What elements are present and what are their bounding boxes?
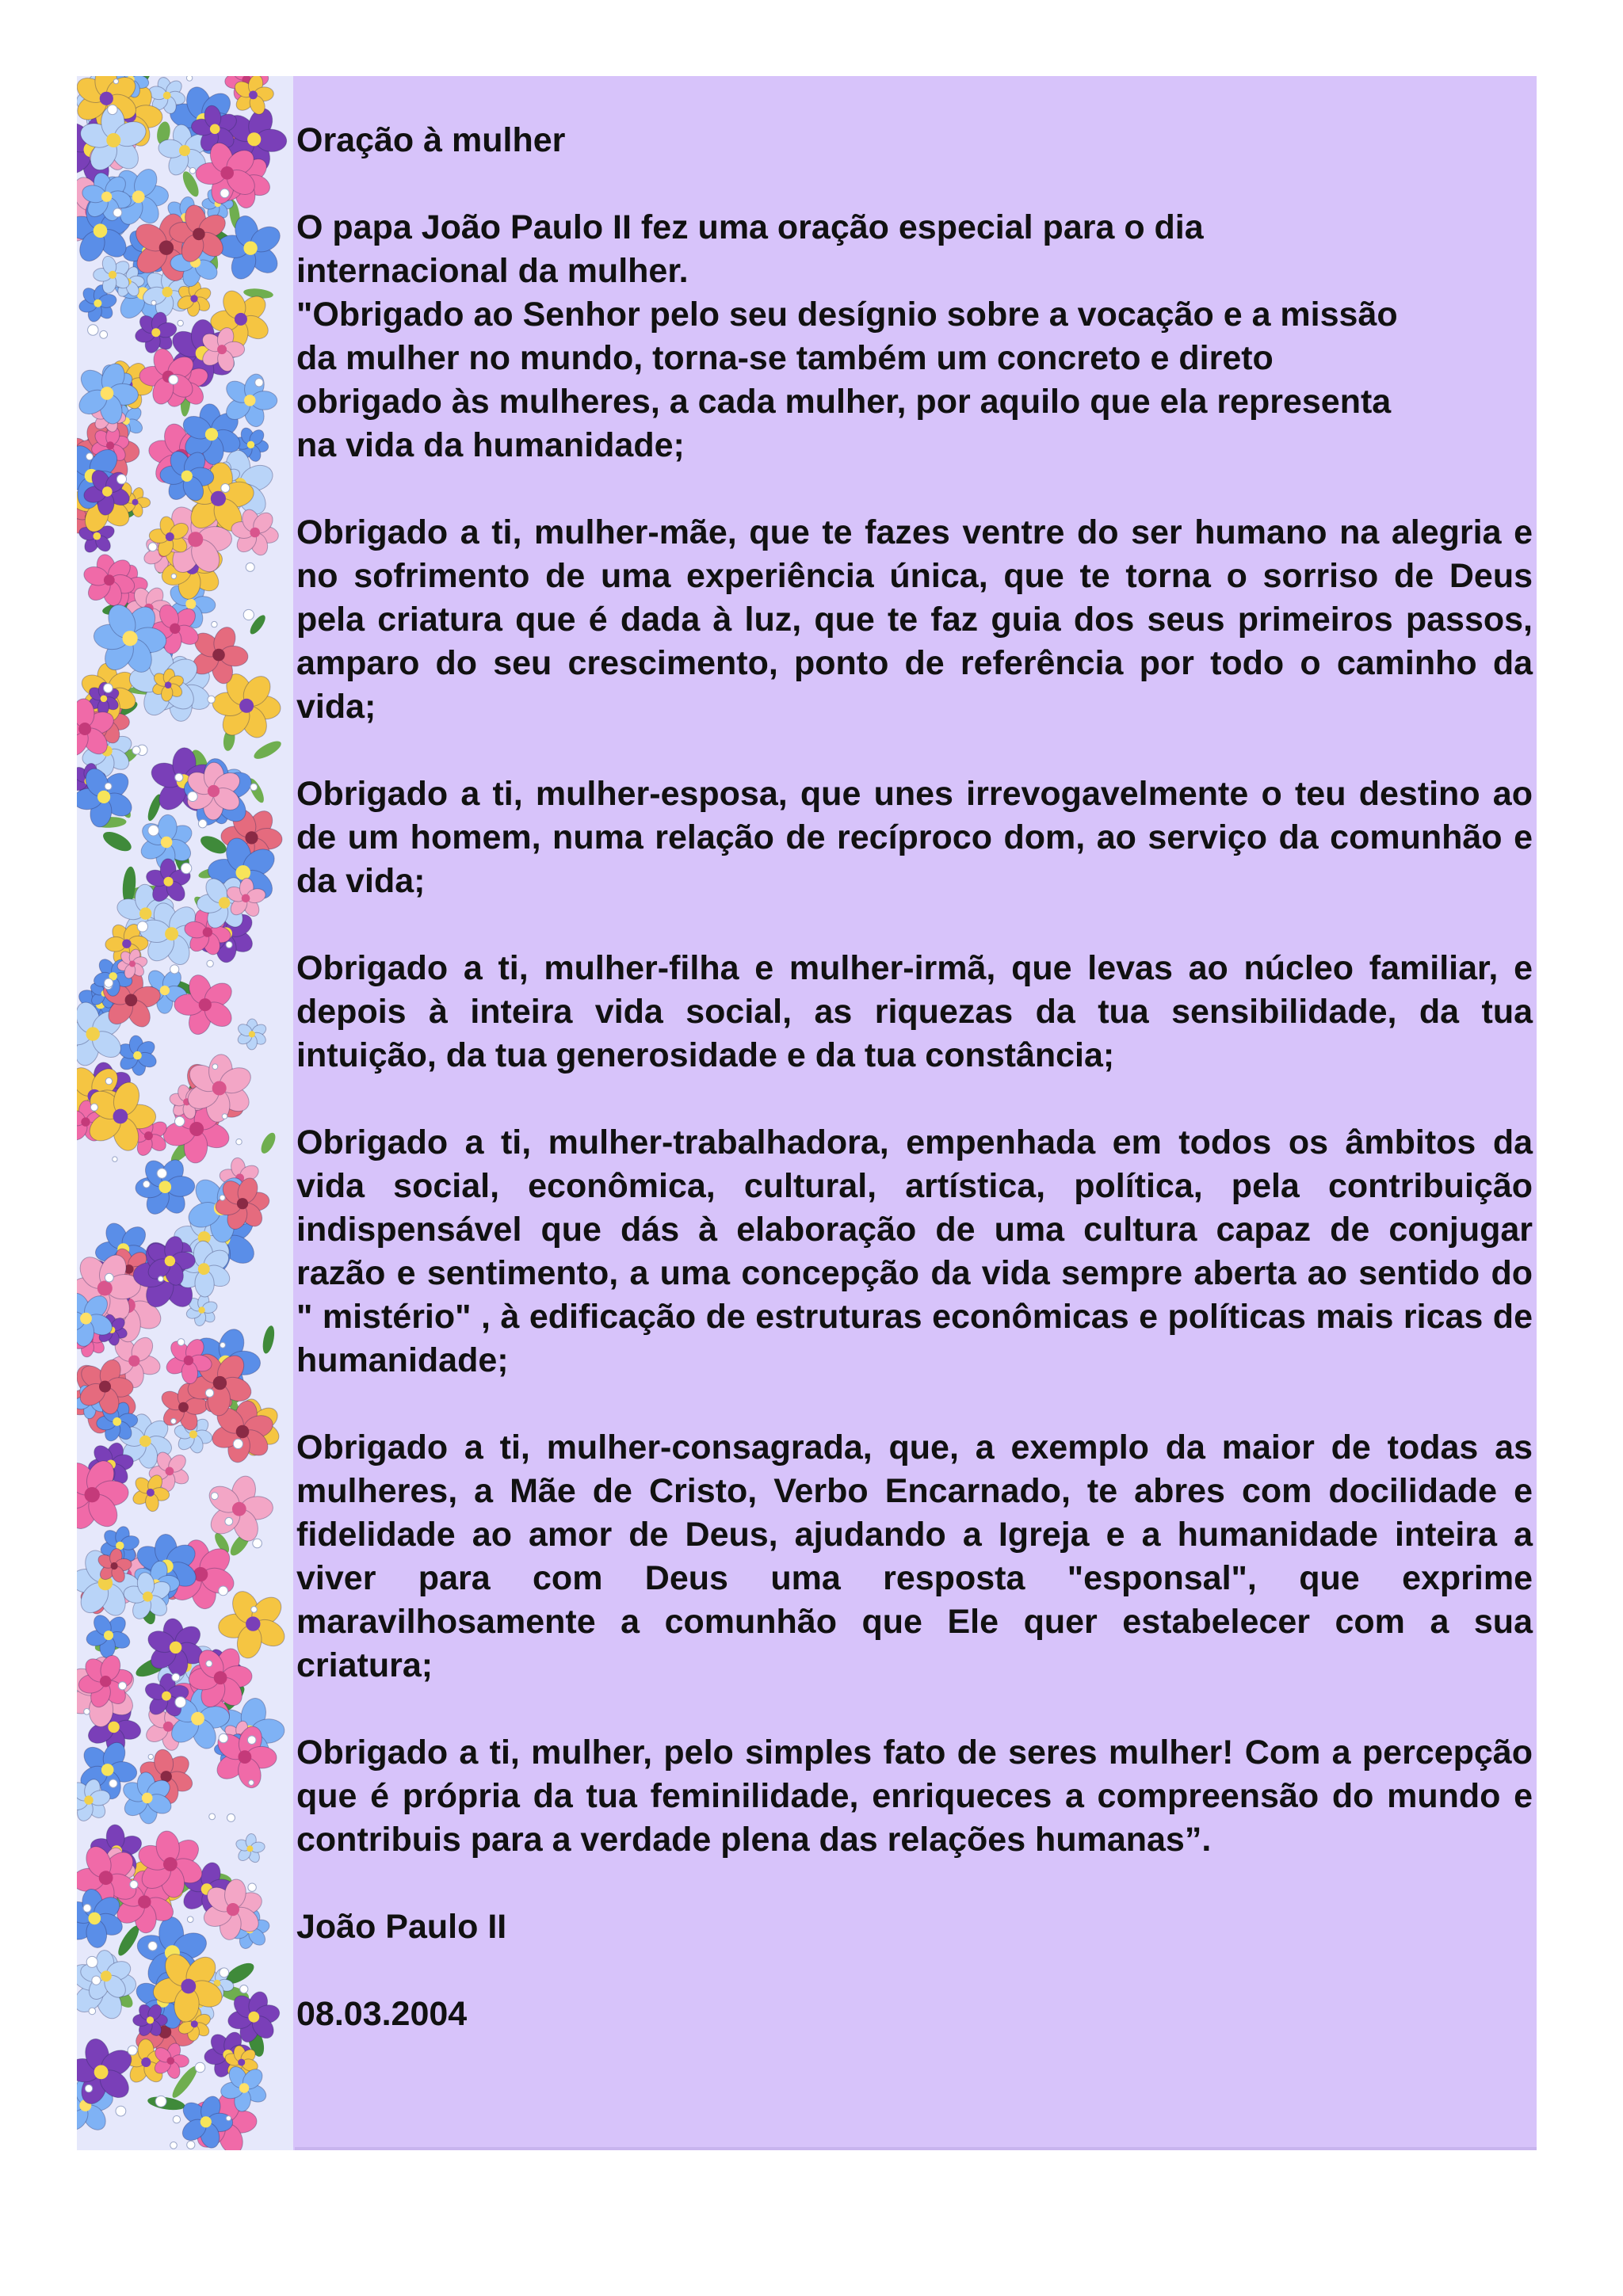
paragraph-wife: Obrigado a ti, mulher-esposa, que unes irrevogavelmente o teu destino ao de um homem, numa relação de recíproco dom, ao serviço da comunhão e da vida; <box>296 775 1533 900</box>
berry-shape <box>225 1517 233 1525</box>
berry-shape <box>86 453 94 460</box>
berry-shape <box>219 1586 228 1596</box>
berry-shape <box>253 1539 262 1548</box>
berry-shape <box>220 1968 229 1978</box>
berry-shape <box>189 168 196 174</box>
berry-shape <box>175 773 183 781</box>
berry-shape <box>246 563 254 571</box>
berry-shape <box>226 941 232 948</box>
berry-shape <box>88 325 98 335</box>
berry-shape <box>240 1985 248 1993</box>
berry-shape <box>251 1607 258 1613</box>
berry-shape <box>236 1139 242 1145</box>
berry-shape <box>118 1682 126 1690</box>
leaf-shape <box>258 1131 278 1156</box>
berry-shape <box>226 2116 231 2121</box>
berry-shape <box>178 320 183 326</box>
berry-shape <box>148 543 157 551</box>
berry-shape <box>181 863 191 873</box>
berry-shape <box>212 621 217 627</box>
berry-shape <box>105 978 113 987</box>
berry-shape <box>175 1697 186 1708</box>
flower-shape <box>116 1035 158 1076</box>
berry-shape <box>108 105 117 114</box>
intro-line: internacional da mulher. <box>296 252 689 290</box>
berry-shape <box>208 696 215 703</box>
berry-shape <box>255 379 263 387</box>
berry-shape <box>105 1273 113 1282</box>
paragraph-daughter-sister: Obrigado a ti, mulher-filha e mulher-irmã, que levas ao núcleo familiar, e depois à inteira vida social, as riquezas da tua sensibilidade, da tua intuição, da tua generosidade e da tua constância; <box>296 949 1533 1074</box>
berry-shape <box>219 1733 228 1743</box>
quote-line: obrigado às mulheres, a cada mulher, por aquilo que ela representa <box>296 383 1392 421</box>
quote-line: "Obrigado ao Senhor pelo seu desígnio sobre a vocação e a missão <box>296 296 1398 334</box>
intro-line: O papa João Paulo II fez uma oração especial para o dia <box>296 208 1204 246</box>
berry-shape <box>233 1439 242 1448</box>
flower-shape <box>235 1833 266 1864</box>
berry-shape <box>247 1736 256 1745</box>
flower-shape <box>85 1612 132 1658</box>
floral-border-image <box>77 76 293 2150</box>
berry-shape <box>205 1389 213 1397</box>
paragraph-consecrated: Obrigado a ti, mulher-consagrada, que, a exemplo da maior de todas as mulheres, a Mãe de Cristo, Verbo Encarnado, te abres com docilidade e fidelidade ao amor de Deus, ajudando a Igreja e a humanidade inteira a viver para com Deus uma resposta "esponsal", que exprime maravilhosamente a comunhão que Ele quer estabelecer com a sua criatura; <box>296 1428 1533 1684</box>
berry-shape <box>172 1673 180 1681</box>
berry-shape <box>155 2096 166 2107</box>
berry-shape <box>222 1114 227 1119</box>
berry-shape <box>113 208 122 217</box>
berry-shape <box>128 2046 137 2055</box>
document-date: 08.03.2004 <box>296 1995 468 2033</box>
signature: João Paulo II <box>296 1908 507 1946</box>
flower-shape <box>217 214 285 283</box>
berry-shape <box>148 825 159 836</box>
berry-shape <box>84 1709 90 1715</box>
berry-shape <box>249 1780 254 1786</box>
berry-shape <box>113 79 118 84</box>
paragraph-woman: Obrigado a ti, mulher, pelo simples fato de seres mulher! Com a percepção que é própria da tua feminilidade, enriqueces a compreensão do mundo e contribuis para a verdade plena das relações humanas”. <box>296 1733 1533 1859</box>
berry-shape <box>116 2106 126 2116</box>
berry-shape <box>105 1077 112 1084</box>
intro-block <box>296 206 1533 467</box>
berry-shape <box>227 1814 235 1821</box>
berry-shape <box>198 819 207 828</box>
berry-shape <box>157 1169 166 1178</box>
berry-shape <box>85 2084 92 2092</box>
berry-shape <box>220 1342 226 1348</box>
leaf-shape <box>100 828 134 855</box>
berry-shape <box>187 1917 193 1923</box>
berry-shape <box>188 791 197 801</box>
berry-shape <box>132 746 140 754</box>
berry-shape <box>83 1904 91 1912</box>
berry-shape <box>186 76 192 81</box>
berry-shape <box>100 330 108 338</box>
flower-shape <box>236 1019 269 1050</box>
berry-shape <box>178 1339 185 1346</box>
berry-shape <box>109 1779 117 1787</box>
berry-shape <box>211 1493 218 1500</box>
berry-shape <box>206 1661 212 1667</box>
berry-shape <box>195 2062 205 2073</box>
quote-line: na vida da humanidade; <box>296 426 685 464</box>
leaf-shape <box>251 738 284 762</box>
berry-shape <box>170 965 179 974</box>
berry-shape <box>209 1814 216 1820</box>
berry-shape <box>90 1104 97 1111</box>
berry-shape <box>143 1180 150 1188</box>
berry-shape <box>220 189 229 197</box>
berry-shape <box>148 1942 158 1951</box>
leaf-shape <box>261 1325 277 1355</box>
berry-shape <box>130 1881 138 1889</box>
berry-shape <box>86 1956 97 1967</box>
berry-shape <box>148 1754 153 1759</box>
berry-shape <box>250 784 258 791</box>
berry-shape <box>212 1064 218 1070</box>
berry-shape <box>187 2141 195 2149</box>
document-body <box>296 119 1533 2080</box>
berry-shape <box>113 1157 117 1161</box>
berry-shape <box>151 300 156 305</box>
berry-shape <box>104 684 113 693</box>
berry-shape <box>89 2008 96 2015</box>
berry-shape <box>207 960 213 967</box>
berry-shape <box>173 2116 180 2123</box>
flower-shape <box>134 311 178 355</box>
berry-shape <box>170 2142 178 2149</box>
flower-shape <box>174 972 236 1037</box>
quote-line: da mulher no mundo, torna-se também um concreto e direto <box>296 339 1274 377</box>
berry-shape <box>171 574 176 578</box>
berry-shape <box>243 609 254 620</box>
berry-shape <box>171 1418 177 1424</box>
berry-shape <box>105 783 112 790</box>
paragraph-worker: Obrigado a ti, mulher-trabalhadora, empenhada em todos os âmbitos da vida social, econômica, cultural, artística, política, pela contribuição indispensável que dás à elaboração de uma cultura capaz de conjugar razão e sentimento, a uma concepção da vida sempre aberta ao sentido do " mistério" , à edificação de estruturas econômicas e políticas mais ricas de humanidade; <box>296 1123 1533 1379</box>
document-title: Oração à mulher <box>296 121 566 159</box>
flower-shape <box>204 1474 273 1545</box>
berry-shape <box>116 475 126 484</box>
paragraph-mother: Obrigado a ti, mulher-mãe, que te fazes ventre do ser humano na alegria e no sofrimento de uma experiência única, que te torna o sorriso de Deus pela criatura que é dada à luz, que te faz guia dos seus primeiros passos, amparo do seu crescimento, ponto de referência por todo o caminho da vida; <box>296 513 1533 726</box>
berry-shape <box>169 375 178 384</box>
berry-shape <box>137 921 147 932</box>
berry-shape <box>221 484 230 493</box>
berry-shape <box>92 1976 101 1985</box>
berry-shape <box>158 1276 163 1282</box>
berry-shape <box>175 1116 185 1126</box>
berry-shape <box>248 1883 256 1891</box>
berry-shape <box>220 1195 225 1200</box>
